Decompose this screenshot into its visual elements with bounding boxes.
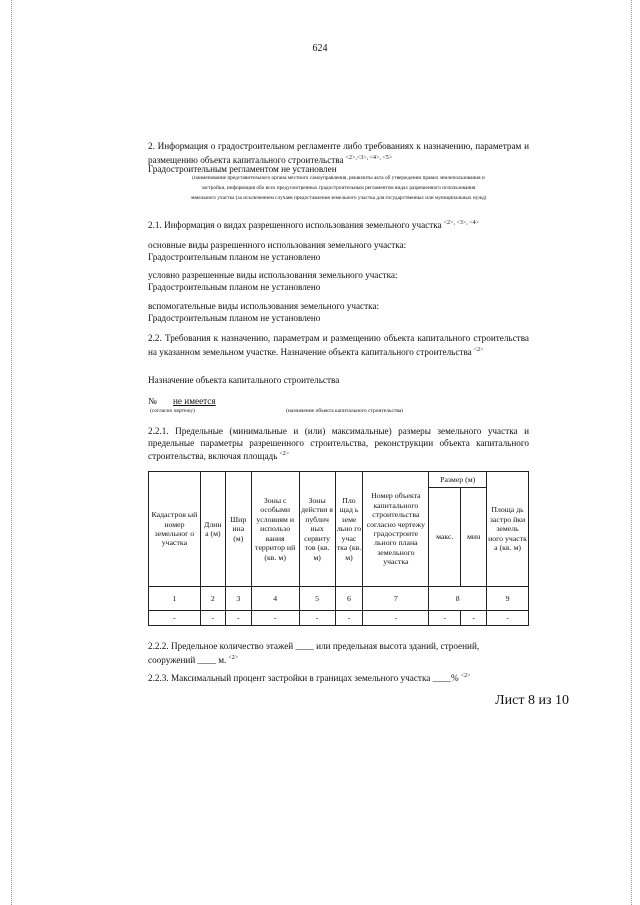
header-area-plot: Пло щад ь земе льно го учас тка (кв. м) [335, 472, 363, 587]
scan-edge-right [631, 0, 632, 905]
header-cadastral: Кадастров ый номер земельног о участка [149, 472, 201, 587]
section-2-2-1-footnote: <2> [279, 451, 290, 457]
main-uses-value: Градостроительным планом не установлено [148, 252, 321, 262]
data-cell-building-area: - [487, 611, 529, 626]
object-caption-left: (согласно чертежу) [150, 408, 195, 414]
data-cell-zones-special: - [251, 611, 299, 626]
colnum-2: 2 [200, 587, 225, 611]
data-cell-object-number: - [363, 611, 429, 626]
section-2-1-footnote: <2>, <3>, <4> [443, 220, 479, 226]
section-2-2-3 [148, 671, 470, 684]
section-2-2-2-footnote: <2> [228, 655, 239, 661]
section-2-2-1-heading [148, 426, 529, 463]
data-cell-length: - [200, 611, 225, 626]
object-number-label: № [148, 396, 157, 406]
header-size-group: Размер (м) [429, 472, 487, 488]
section-2-text: 2. Информация о градостроительном регламенте либо требованиях к назначению, параметрам и размещению объекта капитального строительства [148, 141, 529, 165]
section-2-2-2-line-2-text: сооружений ____ м. [148, 655, 227, 665]
object-purpose-value: не имеется [173, 396, 216, 406]
scan-edge-left [11, 0, 12, 905]
section-2-2-2-line-2 [148, 653, 238, 666]
header-building-area: Площа дь застро йки земель ного участк а (кв. м) [487, 472, 529, 587]
data-cell-cadastral: - [149, 611, 201, 626]
section-2-heading [148, 141, 529, 166]
header-width: Шир ина (м) [225, 472, 251, 587]
data-cell-width: - [225, 611, 251, 626]
object-caption-right: (назначение объекта капитального строительства) [286, 408, 404, 414]
data-cell-area-plot: - [335, 611, 363, 626]
fine-print-line-3: земельного участка (за исключением случаев предоставления земельного участка для государственных или муниципальных нужд) [190, 195, 487, 201]
page-number: 624 [312, 43, 328, 54]
header-size-min: мин [461, 488, 487, 587]
colnum-8: 8 [429, 587, 487, 611]
colnum-9: 9 [487, 587, 529, 611]
sheet-label: Лист 8 из 10 [495, 693, 569, 708]
colnum-5: 5 [299, 587, 335, 611]
main-uses-label: основные виды разрешенного использования земельного участка: [148, 240, 407, 250]
section-2-2-3-text: 2.2.3. Максимальный процент застройки в границах земельного участка ____% [148, 673, 459, 683]
section-2-1-text: 2.1. Информация о видах разрешенного использования земельного участка [148, 220, 442, 230]
section-2-2-3-footnote: <2> [460, 673, 471, 679]
auxiliary-uses-label: вспомогательные виды использования земельного участка: [148, 301, 380, 311]
header-object-number: Номер объекта капитального строительства согласно чертежу градостроите льного плана земельного участка [363, 472, 429, 587]
parameters-table [148, 471, 529, 626]
colnum-3: 3 [225, 587, 251, 611]
colnum-4: 4 [251, 587, 299, 611]
conditional-uses-label: условно разрешенные виды использования земельного участка: [148, 270, 398, 280]
header-zones-special: Зоны с особыми условиям и использо вания территор ий (кв. м) [251, 472, 299, 587]
section-2-2-2-line-1: 2.2.2. Предельное количество этажей ____ или предельная высота зданий, строений, [148, 641, 480, 651]
fine-print-line-2: застройки, информация обо всех предусмотренных градостроительным регламентом видах разрешенного использования [201, 185, 476, 191]
section-2-1-heading [148, 218, 479, 231]
data-cell-size-max: - [429, 611, 461, 626]
section-2-2-1-text: 2.2.1. Предельные (минимальные и (или) максимальные) размеры земельного участка и предельные параметры разрешенного строительства, реконструкции объекта капитального строительства, включая площадь [148, 426, 529, 461]
header-size-max: макс. [429, 488, 461, 587]
object-purpose-label: Назначение объекта капитального строительства [148, 375, 340, 385]
section-2-2-heading [148, 333, 529, 358]
colnum-7: 7 [363, 587, 429, 611]
conditional-uses-value: Градостроительным планом не установлено [148, 282, 321, 292]
section-2-footnote: <2>,<3>, <4>, <5> [345, 154, 393, 161]
colnum-1: 1 [149, 587, 201, 611]
regulation-status: Градостроительным регламентом не установлен [148, 164, 337, 174]
auxiliary-uses-value: Градостроительным планом не установлено [148, 313, 321, 323]
data-cell-zones-servitude: - [299, 611, 335, 626]
data-cell-size-min: - [461, 611, 487, 626]
colnum-6: 6 [335, 587, 363, 611]
header-length: Длин а (м) [200, 472, 225, 587]
header-zones-servitude: Зоны действи я публич ных сервиту тов (кв. м) [299, 472, 335, 587]
fine-print-line-1: (наименование представительного органа местного самоуправления, реквизиты акта об утверждении правил землепользования и [192, 175, 485, 181]
section-2-2-footnote: <2> [473, 346, 484, 353]
section-2-2-text: 2.2. Требования к назначению, параметрам и размещению объекта капитального строительства на указанном земельном участке. Назначение объекта капитального строительства [148, 333, 529, 357]
